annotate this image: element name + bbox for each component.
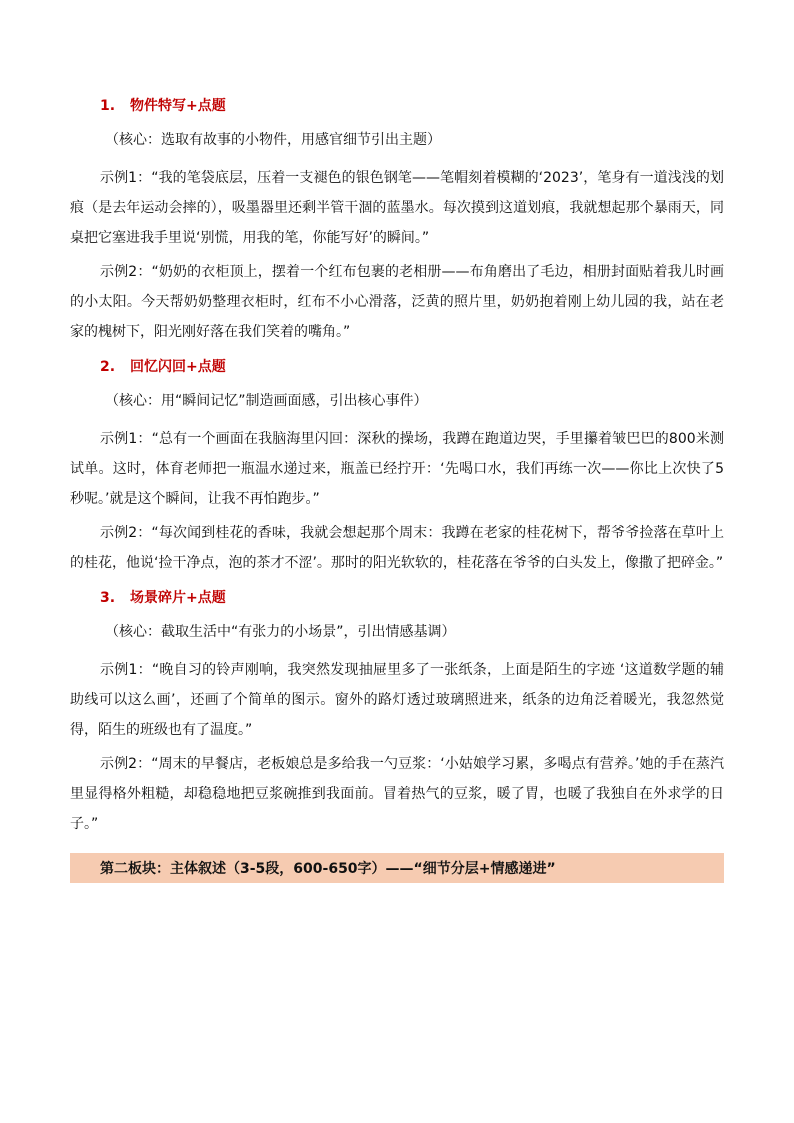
section-3: [70, 588, 724, 839]
section-number: 2.: [100, 359, 116, 375]
section-2: [70, 357, 724, 578]
section-number: 1.: [100, 98, 116, 114]
section-core-note: （核心：用“瞬间记忆”制造画面感，引出核心事件）: [105, 393, 428, 409]
section-number: 3.: [100, 590, 116, 606]
example-paragraph: 示例1：“总有一个画面在我脑海里闪回：深秋的操场，我蹲在跑道边哭，手里攥着皱巴巴的800米测试单。这时，体育老师把一瓶温水递过来，瓶盖已经拧开：‘先喝口水，我们再练一次——你比上次快了5秒呢。’就是这个瞬间，让我不再怕跑步。”: [70, 431, 724, 507]
example-paragraph: 示例2：“奶奶的衣柜顶上，摆着一个红布包裹的老相册——布角磨出了毛边，相册封面贴着我儿时画的小太阳。今天帮奶奶整理衣柜时，红布不小心滑落，泛黄的照片里，奶奶抱着刚上幼儿园的我，站在老家的槐树下，阳光刚好落在我们笑着的嘴角。”: [70, 264, 724, 340]
document-page: [70, 96, 724, 883]
example-paragraph: 示例1：“晚自习的铃声刚响，我突然发现抽屉里多了一张纸条，上面是陌生的字迹 ‘这道数学题的辅助线可以这么画’，还画了个简单的图示。窗外的路灯透过玻璃照进来，纸条的边角泛着暖光，我忽然觉得，陌生的班级也有了温度。”: [70, 662, 724, 738]
section-title: 物件特写+点题: [130, 98, 226, 114]
section-core-note: （核心：截取生活中“有张力的小场景”，引出情感基调）: [105, 624, 456, 640]
example-paragraph: 示例2：“周末的早餐店，老板娘总是多给我一勺豆浆：‘小姑娘学习累，多喝点有营养。’她的手在蒸汽里显得格外粗糙，却稳稳地把豆浆碗推到我面前。冒着热气的豆浆，暖了胃，也暖了我独自在外求学的日子。”: [70, 756, 724, 832]
section-heading: [70, 96, 724, 116]
example-paragraph: 示例1：“我的笔袋底层，压着一支褪色的银色钢笔——笔帽刻着模糊的‘2023’，笔身有一道浅浅的划痕（是去年运动会摔的），吸墨器里还剩半管干涸的蓝墨水。每次摸到这道划痕，我就想起那个暴雨天，同桌把它塞进我手里说‘别慌，用我的笔，你能写好’的瞬间。”: [70, 170, 724, 246]
section-core-note: （核心：选取有故事的小物件，用感官细节引出主题）: [105, 132, 441, 148]
part-two-heading-band: [70, 853, 724, 883]
section-title: 场景碎片+点题: [130, 590, 226, 606]
section-title: 回忆闪回+点题: [130, 359, 226, 375]
section-heading: [70, 357, 724, 377]
section-1: [70, 96, 724, 347]
example-paragraph: 示例2：“每次闻到桂花的香味，我就会想起那个周末：我蹲在老家的桂花树下，帮爷爷捡落在草叶上的桂花，他说‘捡干净点，泡的茶才不涩’。那时的阳光软软的，桂花落在爷爷的白头发上，像撒了把碎金。”: [70, 525, 724, 571]
part-two-heading: 第二板块：主体叙述（3-5段，600-650字）——“细节分层+情感递进”: [100, 861, 556, 877]
section-heading: [70, 588, 724, 608]
